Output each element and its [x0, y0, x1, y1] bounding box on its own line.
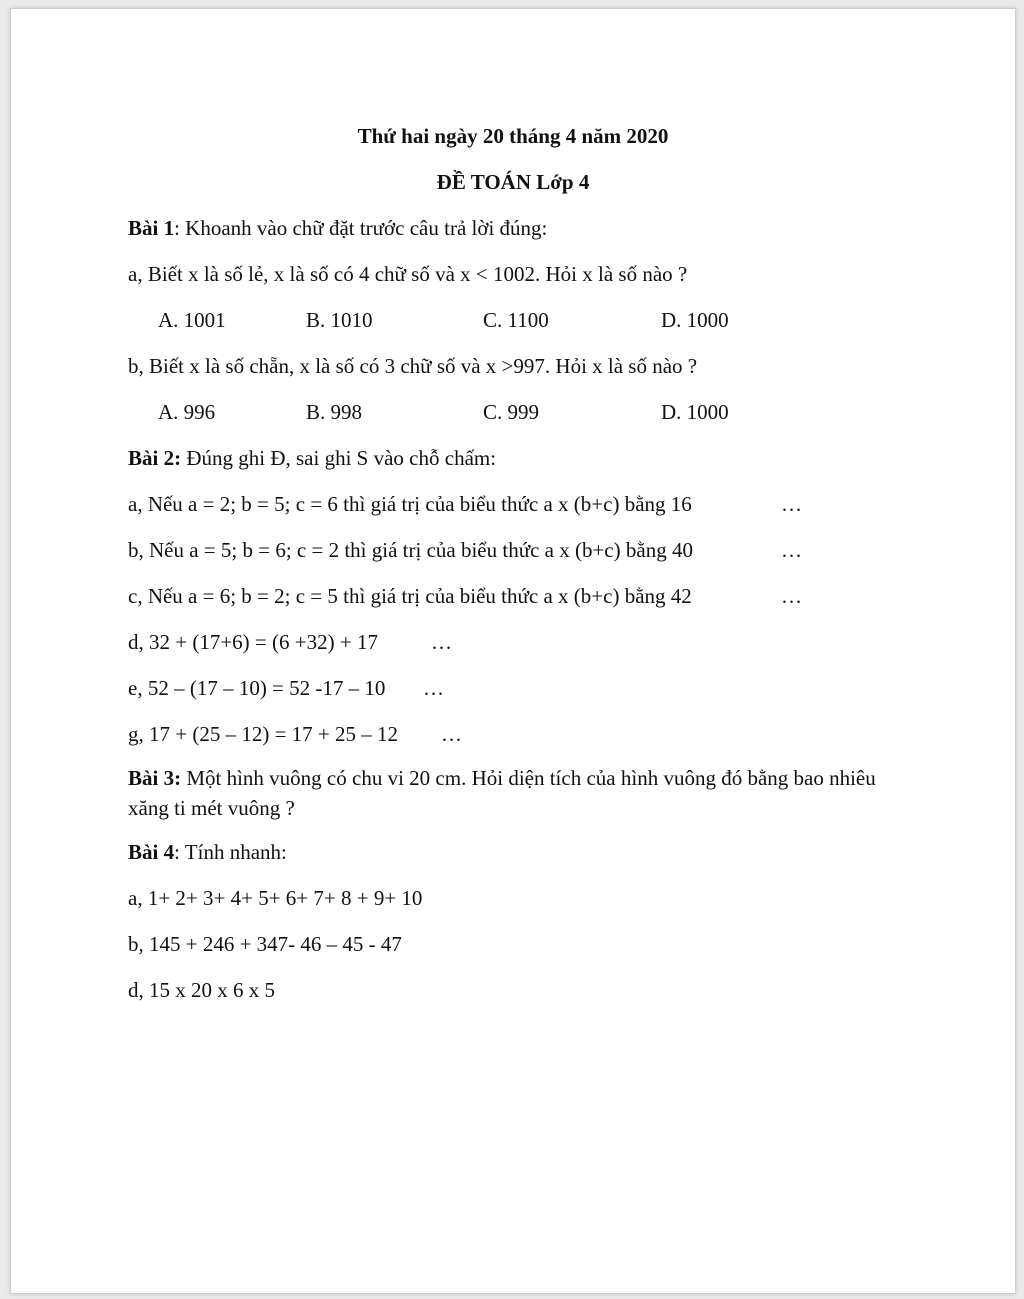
bai1-b-option-d: D. 1000 [661, 400, 729, 424]
bai4-item-a: a, 1+ 2+ 3+ 4+ 5+ 6+ 7+ 8 + 9+ 10 [128, 886, 423, 910]
bai4-heading [128, 839, 287, 865]
bai1-instruction: : Khoanh vào chữ đặt trước câu trả lời đúng: [174, 216, 548, 240]
date-heading: Thứ hai ngày 20 tháng 4 năm 2020 [357, 124, 669, 148]
bai2-label: Bài 2: [128, 446, 182, 470]
bai1-a-option-d: D. 1000 [661, 308, 729, 332]
bai2-item-g-answer-blank: … [441, 722, 462, 746]
bai2-item-d-answer-blank: … [431, 630, 452, 654]
bai2-item-b-answer-blank: … [781, 538, 802, 562]
bai2-item-g: g, 17 + (25 – 12) = 17 + 25 – 12 [128, 722, 399, 746]
bai4-item-b: b, 145 + 246 + 347- 46 – 45 - 47 [128, 932, 402, 956]
bai1-a-option-a: A. 1001 [158, 308, 226, 332]
bai2-item-b: b, Nếu a = 5; b = 6; c = 2 thì giá trị của biểu thức a x (b+c) bằng 40 [128, 538, 693, 562]
bai1-b-option-b: B. 998 [306, 400, 363, 424]
bai2-item-a-answer-blank: … [781, 492, 802, 516]
bai2-item-e-answer-blank: … [423, 676, 444, 700]
bai1-question-b: b, Biết x là số chẵn, x là số có 3 chữ số và x >997. Hỏi x là số nào ? [128, 354, 698, 378]
bai2-item-e: e, 52 – (17 – 10) = 52 -17 – 10 [128, 676, 386, 700]
bai1-b-option-c: C. 999 [483, 400, 540, 424]
bai3-label: Bài 3: [128, 766, 182, 790]
bai4-instruction: : Tính nhanh: [174, 840, 287, 864]
bai2-item-c: c, Nếu a = 6; b = 2; c = 5 thì giá trị của biểu thức a x (b+c) bằng 42 [128, 584, 692, 608]
bai2-item-d: d, 32 + (17+6) = (6 +32) + 17 [128, 630, 378, 654]
bai1-heading [128, 215, 547, 241]
bai1-a-option-b: B. 1010 [306, 308, 373, 332]
bai3-text: Một hình vuông có chu vi 20 cm. Hỏi diện tích của hình vuông đó bằng bao nhiêu xăng ti mét vuông ? [128, 766, 876, 820]
bai1-question-a: a, Biết x là số lẻ, x là số có 4 chữ số và x < 1002. Hỏi x là số nào ? [128, 262, 688, 286]
exam-title: ĐỀ TOÁN Lớp 4 [436, 170, 590, 194]
document-page [10, 8, 1016, 1294]
bai2-item-c-answer-blank: … [781, 584, 802, 608]
bai1-a-option-c: C. 1100 [483, 308, 549, 332]
bai1-label: Bài 1 [128, 216, 175, 240]
bai1-b-option-a: A. 996 [158, 400, 216, 424]
bai2-heading [128, 445, 496, 471]
bai4-item-d: d, 15 x 20 x 6 x 5 [128, 978, 275, 1002]
bai3-paragraph [128, 763, 908, 823]
bai4-label: Bài 4 [128, 840, 175, 864]
bai2-instruction: Đúng ghi Đ, sai ghi S vào chỗ chấm: [181, 446, 497, 470]
bai2-item-a: a, Nếu a = 2; b = 5; c = 6 thì giá trị của biểu thức a x (b+c) bằng 16 [128, 492, 692, 516]
